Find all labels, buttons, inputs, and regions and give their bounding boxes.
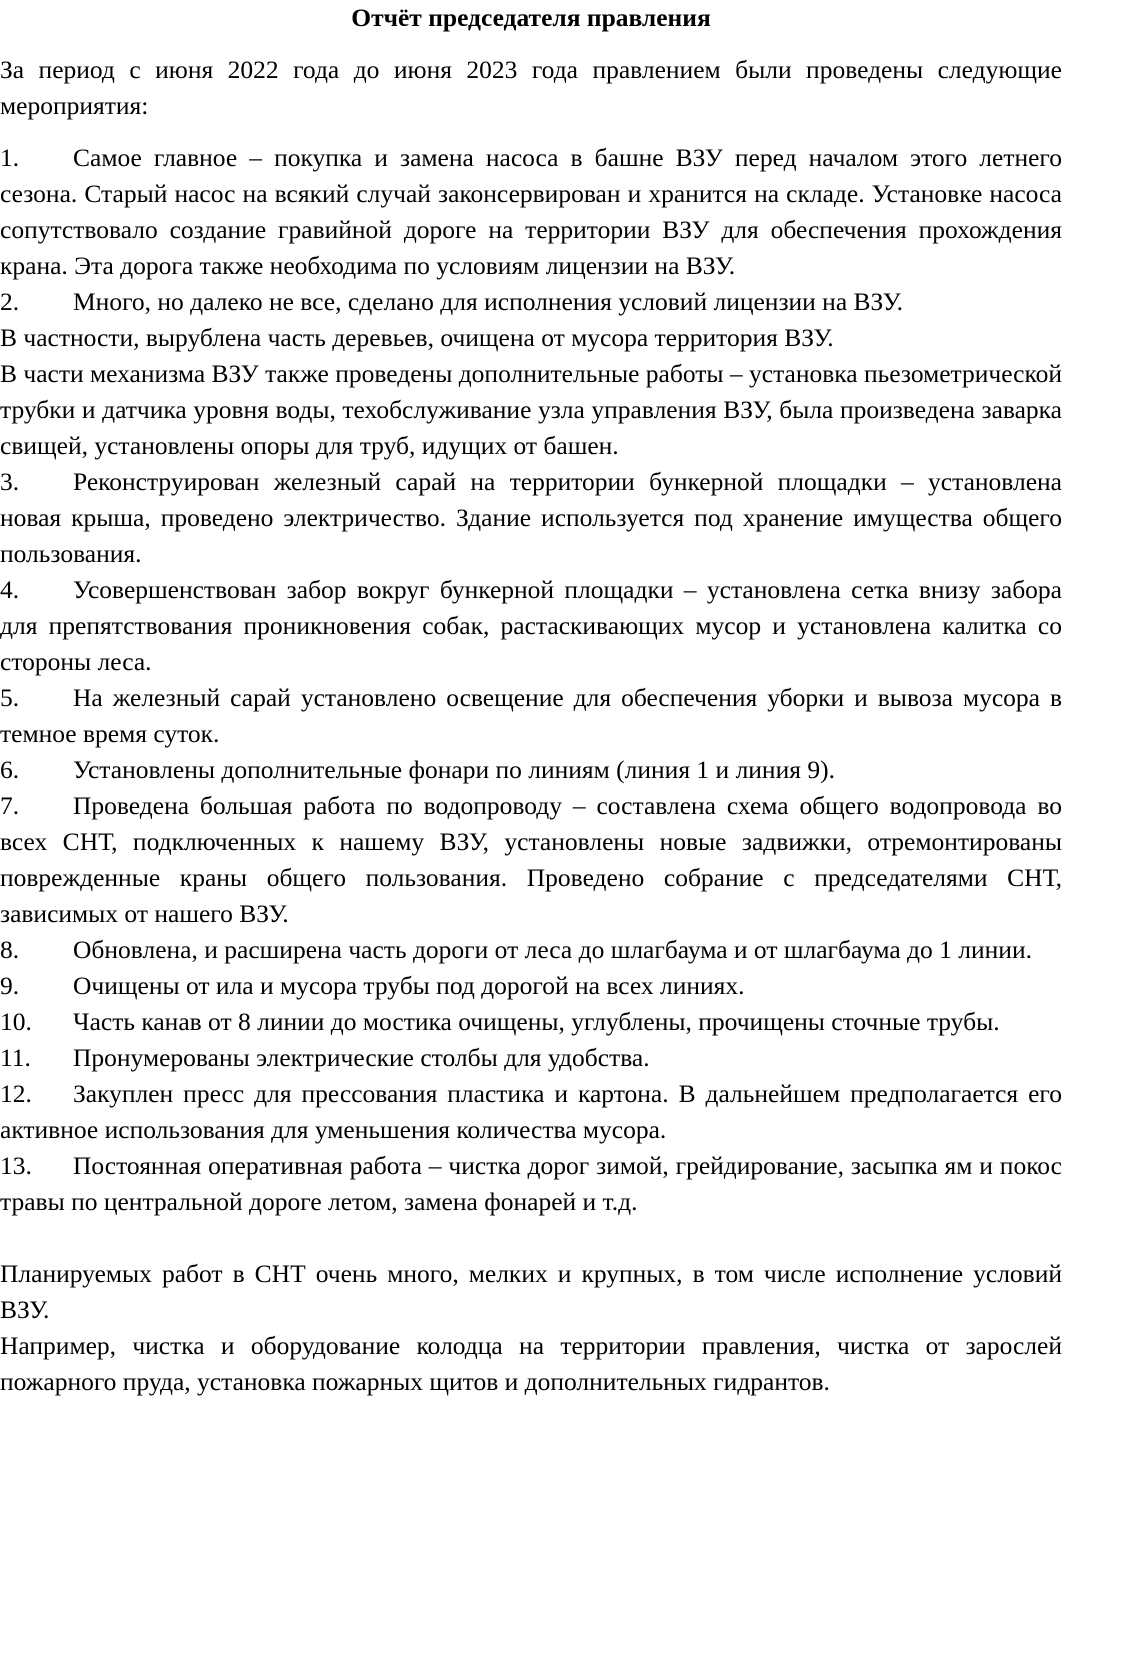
list-item-2-continuation-1: В частности, вырублена часть деревьев, очищена от мусора территория ВЗУ. xyxy=(0,323,834,352)
item-number: 5. xyxy=(0,683,20,712)
list-item-11 xyxy=(0,1040,1062,1076)
item-text: Много, но далеко не все, сделано для исполнения условий лицензии на ВЗУ. xyxy=(73,287,903,316)
item-text: Установлены дополнительные фонари по линиям (линия 1 и линия 9). xyxy=(73,755,835,784)
item-text: Закуплен пресс для прессования пластика и картона. В дальнейшем предполагается его активное использования для уменьшения количества мусора. xyxy=(0,1079,1062,1144)
closing-paragraph-2: Например, чистка и оборудование колодца на территории правления, чистка от зарослей пожарного пруда, установка пожарных щитов и дополнительных гидрантов. xyxy=(0,1331,1062,1396)
item-text: Постоянная оперативная работа – чистка дорог зимой, грейдирование, засыпка ям и покос травы по центральной дороге летом, замена фонарей и т.д. xyxy=(0,1151,1062,1216)
item-number: 3. xyxy=(0,467,20,496)
list-item-9 xyxy=(0,968,1062,1004)
closing-paragraph-1: Планируемых работ в СНТ очень много, мелких и крупных, в том числе исполнение условий ВЗУ. xyxy=(0,1259,1062,1324)
item-text: Самое главное – покупка и замена насоса в башне ВЗУ перед началом этого летнего сезона. Старый насос на всякий случай законсервирован и хранится на складе. Установке насоса сопутствовало создание гравийной дороге на территории ВЗУ для обеспечения прохождения крана. Эта дорога также необходима по условиям лицензии на ВЗУ. xyxy=(0,143,1062,280)
list-item-12 xyxy=(0,1076,1062,1148)
list-item-7 xyxy=(0,788,1062,932)
paragraph-spacer xyxy=(0,1220,1062,1256)
list-item-1 xyxy=(0,140,1062,284)
item-number: 7. xyxy=(0,791,20,820)
item-number: 11. xyxy=(0,1043,31,1072)
item-number: 6. xyxy=(0,755,20,784)
list-item-3 xyxy=(0,464,1062,572)
activity-list xyxy=(0,140,1062,1220)
item-text: На железный сарай установлено освещение для обеспечения уборки и вывоза мусора в темное время суток. xyxy=(0,683,1062,748)
item-number: 13. xyxy=(0,1151,32,1180)
item-number: 4. xyxy=(0,575,20,604)
item-text: Усовершенствован забор вокруг бункерной площадки – установлена сетка внизу забора для препятствования проникновения собак, растаскивающих мусор и установлена калитка со стороны леса. xyxy=(0,575,1062,676)
item-number: 2. xyxy=(0,287,20,316)
list-item-2 xyxy=(0,284,1062,320)
list-item-6 xyxy=(0,752,1062,788)
list-item-5 xyxy=(0,680,1062,752)
list-item-4 xyxy=(0,572,1062,680)
list-item-13 xyxy=(0,1148,1062,1220)
item-text: Пронумерованы электрические столбы для удобства. xyxy=(73,1043,650,1072)
list-item-8 xyxy=(0,932,1062,968)
item-text: Очищены от ила и мусора трубы под дорогой на всех линиях. xyxy=(73,971,745,1000)
item-number: 10. xyxy=(0,1007,32,1036)
list-item-2-continuation-2: В части механизма ВЗУ также проведены дополнительные работы – установка пьезометрической трубки и датчика уровня воды, техобслуживание узла управления ВЗУ, была произведена заварка свищей, установлены опоры для труб, идущих от башен. xyxy=(0,359,1062,460)
item-text: Проведена большая работа по водопроводу – составлена схема общего водопровода во всех СНТ, подключенных к нашему ВЗУ, установлены новые задвижки, отремонтированы поврежденные краны общего пользования. Проведено собрание с председателями СНТ, зависимых от нашего ВЗУ. xyxy=(0,791,1062,928)
item-number: 12. xyxy=(0,1079,32,1108)
item-text: Реконструирован железный сарай на территории бункерной площадки – установлена новая крыша, проведено электричество. Здание используется под хранение имущества общего пользования. xyxy=(0,467,1062,568)
list-item-10 xyxy=(0,1004,1062,1040)
item-number: 1. xyxy=(0,143,20,172)
item-number: 8. xyxy=(0,935,20,964)
document-title: Отчёт председателя правления xyxy=(351,3,711,32)
intro-paragraph: За период с июня 2022 года до июня 2023 года правлением были проведены следующие мероприятия: xyxy=(0,55,1062,120)
item-text: Обновлена, и расширена часть дороги от леса до шлагбаума и от шлагбаума до 1 линии. xyxy=(73,935,1032,964)
item-text: Часть канав от 8 линии до мостика очищены, углублены, прочищены сточные трубы. xyxy=(73,1007,1000,1036)
item-number: 9. xyxy=(0,971,20,1000)
